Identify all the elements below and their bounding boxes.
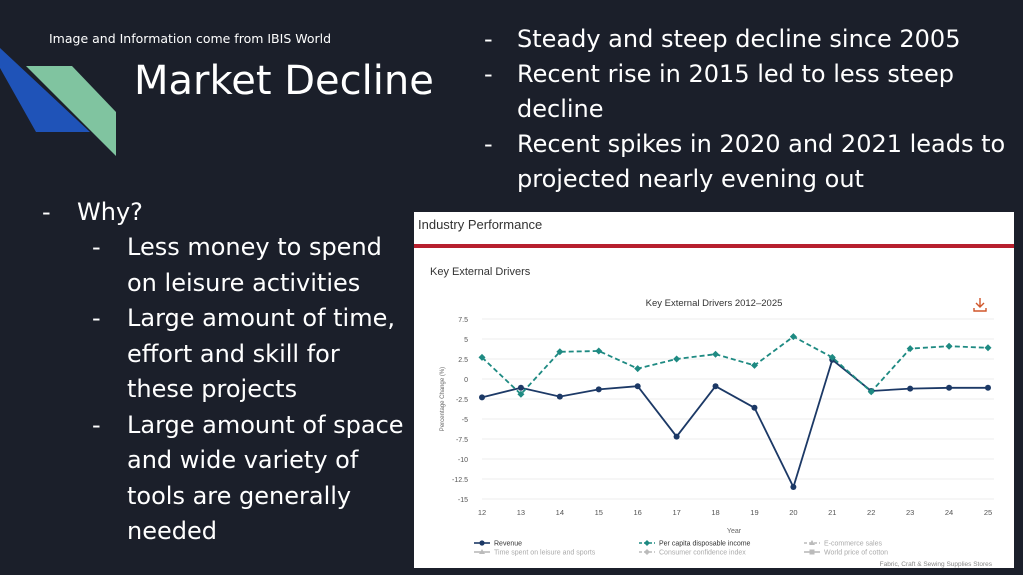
y-tick-label: 7.5 — [458, 317, 468, 324]
x-tick-label: 13 — [516, 508, 526, 517]
chart-title: Key External Drivers 2012–2025 — [645, 298, 783, 309]
y-tick-label: -10 — [457, 457, 468, 464]
x-tick-label: 25 — [983, 508, 993, 517]
source-note: Image and Information come from IBIS World — [49, 31, 332, 46]
corner-decoration — [0, 0, 120, 160]
summary-bullet: - Recent rise in 2015 led to less steep decline — [484, 57, 1014, 127]
x-tick-label: 20 — [789, 508, 798, 517]
series-line-1 — [482, 337, 988, 395]
reason-item: - Less money to spend on leisure activities — [92, 230, 407, 301]
x-tick-label: 17 — [672, 508, 681, 517]
data-point — [751, 405, 757, 411]
legend-label: Revenue — [494, 540, 523, 548]
x-tick-label: 18 — [711, 508, 720, 517]
data-point — [790, 484, 796, 490]
x-tick-label: 23 — [905, 508, 915, 517]
data-point — [985, 385, 991, 391]
legend-marker — [810, 550, 815, 555]
legend-label: World price of cotton — [824, 549, 889, 557]
legend-label: Per capita disposable income — [659, 540, 751, 548]
reason-item: - Large amount of space and wide variety of tools are generally needed — [92, 408, 407, 550]
legend-label: E-commerce sales — [824, 540, 882, 548]
x-tick-label: 21 — [828, 508, 837, 517]
data-point — [946, 385, 952, 391]
why-label: Why? — [77, 198, 143, 226]
data-point — [907, 345, 914, 352]
data-point — [557, 394, 563, 400]
x-axis-label: Year — [726, 528, 742, 535]
legend-label: Consumer confidence index — [659, 549, 746, 557]
legend-marker — [644, 549, 650, 555]
data-point — [946, 343, 953, 350]
y-tick-label: -12.5 — [452, 477, 468, 484]
y-axis-label: Percentage Change (%) — [440, 366, 446, 432]
why-dash: - — [42, 198, 51, 226]
data-point — [635, 383, 641, 389]
slide-title: Market Decline — [134, 58, 434, 104]
y-tick-label: -15 — [457, 497, 468, 504]
summary-bullet: - Steady and steep decline since 2005 — [484, 22, 1014, 57]
x-tick-label: 16 — [633, 508, 642, 517]
x-tick-label: 24 — [944, 508, 954, 517]
data-point — [712, 351, 719, 358]
data-point — [634, 365, 641, 372]
reason-list — [92, 230, 407, 550]
x-tick-label: 15 — [594, 508, 603, 517]
y-tick-label: 0 — [464, 377, 468, 384]
data-point — [674, 434, 680, 440]
x-tick-label: 22 — [867, 508, 876, 517]
x-tick-label: 19 — [750, 508, 759, 517]
panel-header: Industry Performance — [418, 217, 543, 232]
data-point — [713, 383, 719, 389]
data-point — [673, 356, 680, 363]
x-tick-label: 14 — [555, 508, 565, 517]
data-point — [907, 386, 913, 392]
summary-bullet: - Recent spikes in 2020 and 2021 leads to projected nearly evening out — [484, 127, 1014, 197]
panel-footer: Fabric, Craft & Sewing Supplies Stores — [879, 561, 992, 568]
data-point — [595, 348, 602, 355]
data-point — [479, 394, 485, 400]
industry-performance-panel — [414, 212, 1014, 568]
y-tick-label: -5 — [461, 417, 468, 424]
y-tick-label: 5 — [464, 337, 468, 344]
y-tick-label: -2.5 — [455, 397, 468, 404]
summary-bullets — [484, 22, 1014, 197]
legend-label: Time spent on leisure and sports — [494, 549, 596, 557]
panel-subheader: Key External Drivers — [430, 266, 531, 278]
y-tick-label: -7.5 — [455, 437, 468, 444]
download-icon[interactable] — [974, 298, 986, 311]
key-drivers-chart — [414, 212, 1014, 568]
reason-item: - Large amount of time, effort and skill for these projects — [92, 301, 407, 408]
legend-marker — [644, 540, 650, 546]
legend-marker — [479, 540, 484, 545]
data-point — [985, 344, 992, 351]
data-point — [518, 385, 524, 391]
y-tick-label: 2.5 — [458, 357, 468, 364]
data-point — [596, 386, 602, 392]
x-tick-label: 12 — [477, 508, 487, 517]
